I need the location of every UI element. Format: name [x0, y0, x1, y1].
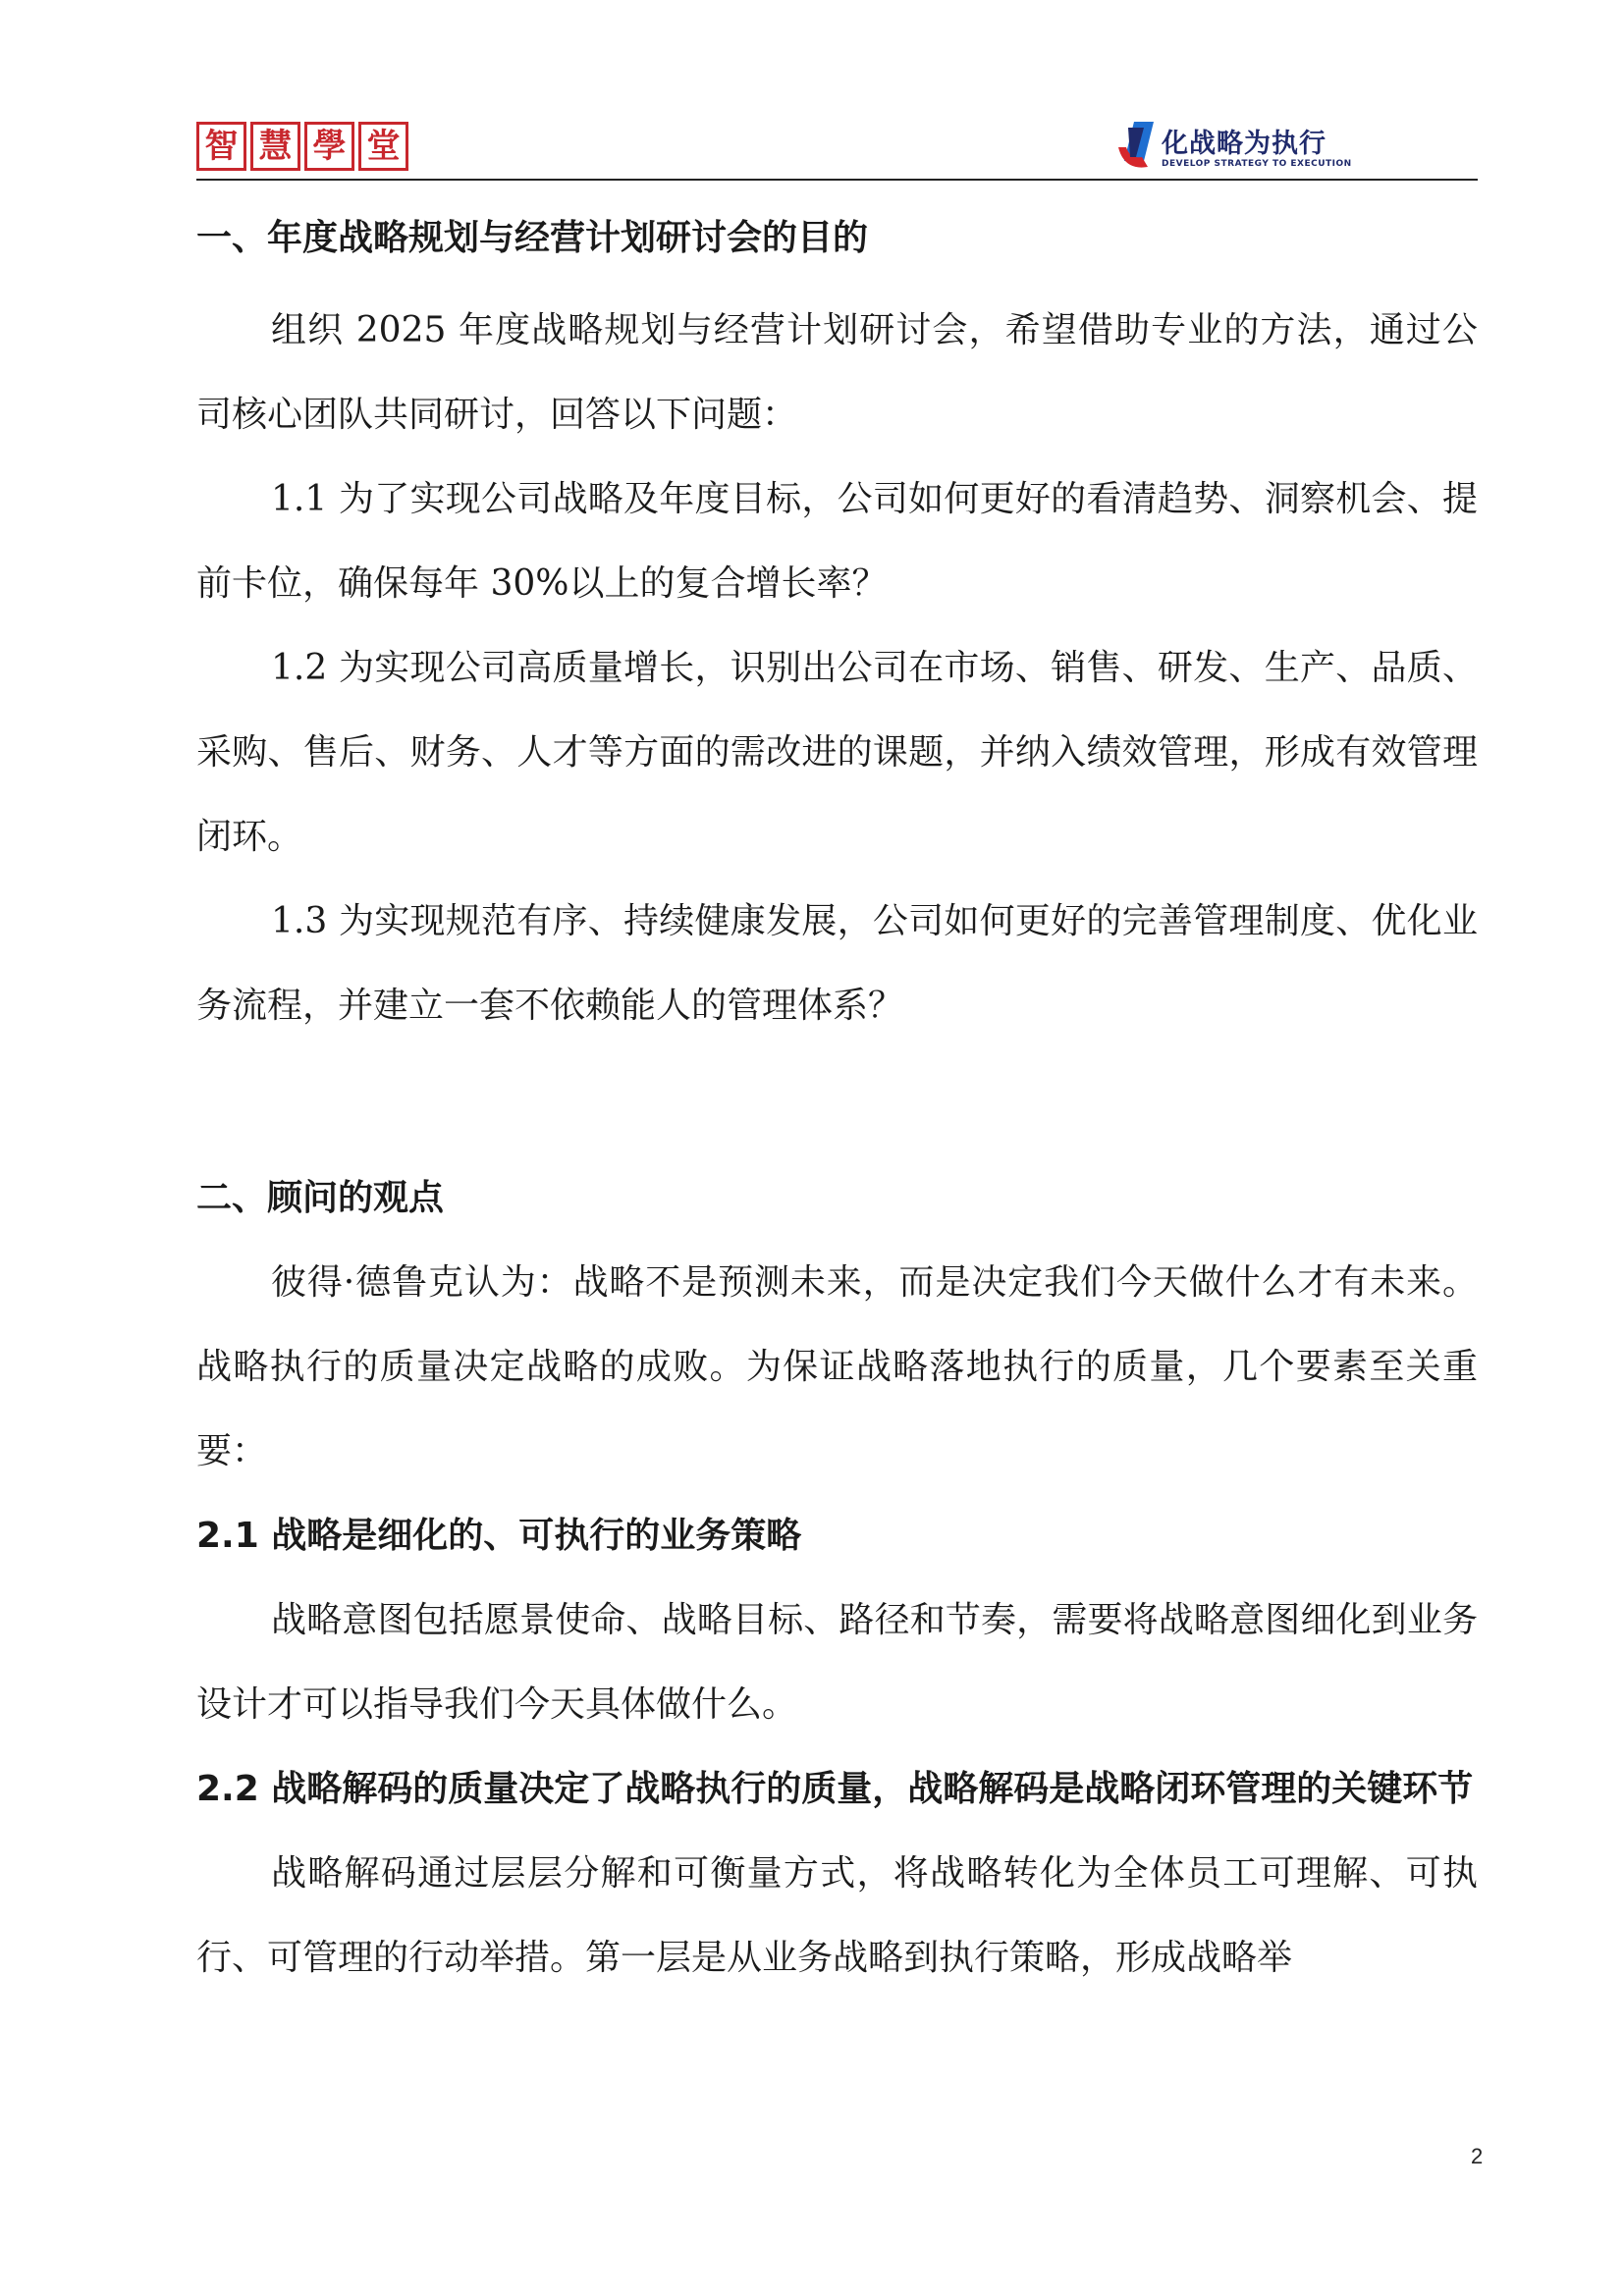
seal-char: 堂 [358, 122, 408, 171]
page-header [196, 116, 1478, 181]
subsection-2-1-text: 战略意图包括愿景使命、战略目标、路径和节奏，需要将战略意图细化到业务设计才可以指导我们今天具体做什么。 [196, 1600, 1478, 1725]
seal-char: 學 [304, 122, 354, 171]
section-1-intro: 组织 2025 年度战略规划与经营计划研讨会，希望借助专业的方法，通过公司核心团队共同研讨，回答以下问题： [196, 310, 1478, 435]
section-2-intro: 彼得·德鲁克认为：战略不是预测未来，而是决定我们今天做什么才有未来。战略执行的质量决定战略的成败。为保证战略落地执行的质量，几个要素至关重要： [196, 1262, 1478, 1471]
subsection-2-1-heading: 2.1 战略是细化的、可执行的业务策略 [196, 1516, 802, 1556]
brand-mark-icon [1114, 118, 1158, 173]
subsection-2-2-heading: 2.2 战略解码的质量决定了战略执行的质量，战略解码是战略闭环管理的关键环节 [196, 1769, 1474, 1809]
section-1-heading: 一、年度战略规划与经营计划研讨会的目的 [196, 218, 869, 258]
header-divider [196, 179, 1478, 181]
brand-subtitle: DEVELOP STRATEGY TO EXECUTION [1162, 159, 1352, 169]
section-1-item-3: 1.3 为实现规范有序、持续健康发展，公司如何更好的完善管理制度、优化业务流程，并建立一套不依赖能人的管理体系？ [196, 901, 1478, 1026]
section-2-heading: 二、顾问的观点 [196, 1178, 445, 1218]
subsection-2-2-text: 战略解码通过层层分解和可衡量方式，将战略转化为全体员工可理解、可执行、可管理的行动举措。第一层是从业务战略到执行策略，形成战略举 [196, 1853, 1478, 1978]
page-number: 2 [1471, 2144, 1484, 2168]
section-1-item-2: 1.2 为实现公司高质量增长，识别出公司在市场、销售、研发、生产、品质、采购、售后、财务、人才等方面的需改进的课题，并纳入绩效管理，形成有效管理闭环。 [196, 648, 1478, 857]
document-body [196, 208, 1478, 2001]
seal-char: 慧 [250, 122, 300, 171]
brand-title: 化战略为执行 [1162, 129, 1326, 159]
seal-char: 智 [196, 122, 246, 171]
brand-logo [1114, 118, 1350, 175]
section-1-item-1: 1.1 为了实现公司战略及年度目标，公司如何更好的看清趋势、洞察机会、提前卡位，确保每年 30%以上的复合增长率？ [196, 479, 1478, 604]
seal-logo [196, 122, 412, 173]
